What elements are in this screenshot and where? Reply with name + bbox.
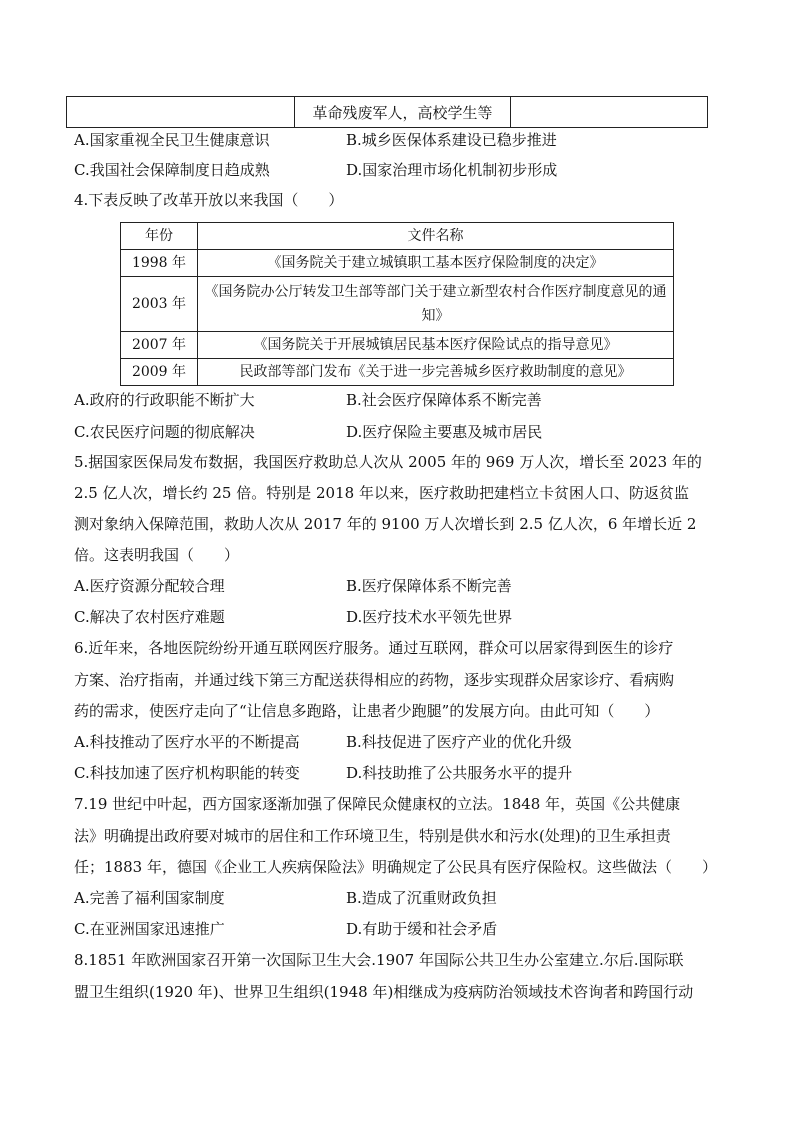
q6-stem-line-2: 方案、治疗指南，并通过线下第三方配送获得相应的药物，逐步实现群众居家诊疗、看病购 (74, 671, 675, 689)
q7-options-row-2 (74, 919, 734, 939)
q7-option-b[interactable]: B.造成了沉重财政负担 (346, 889, 497, 907)
q4-option-b[interactable]: B.社会医疗保障体系不断完善 (346, 391, 542, 409)
top-table-cell-left (67, 97, 295, 127)
q5-stem-line-2: 2.5 亿人次，增长约 25 倍。特别是 2018 年以来，医疗救助把建档立卡贫困人口、防返贫监 (74, 484, 689, 502)
q7-option-c[interactable]: C.在亚洲国家迅速推广 (74, 920, 225, 938)
q5-option-c[interactable]: C.解决了农村医疗难题 (74, 608, 225, 626)
table-row (121, 277, 674, 332)
table-header-row (121, 223, 674, 250)
q5-stem-line-4: 倍。这表明我国（ ） (74, 546, 240, 564)
q8-stem-line-2: 盟卫生组织(1920 年)、世界卫生组织(1948 年)相继成为疫病防治领域技术咨询者和跨国行动 (74, 983, 694, 1001)
q6-options-row-2 (74, 763, 734, 783)
header-document-name: 文件名称 (198, 223, 674, 250)
table-row (121, 332, 674, 359)
q5-stem-line-1: 5.据国家医保局发布数据，我国医疗救助总人次从 2005 年的 969 万人次，增长至 2023 年的 (74, 453, 702, 471)
q6-option-c[interactable]: C.科技加速了医疗机构职能的转变 (74, 764, 300, 782)
q5-option-b[interactable]: B.医疗保障体系不断完善 (346, 577, 512, 595)
q3-option-a[interactable]: A.国家重视全民卫生健康意识 (74, 131, 270, 149)
q7-option-a[interactable]: A.完善了福利国家制度 (74, 889, 225, 907)
table-row (121, 250, 674, 277)
q4-options-row-1 (74, 390, 734, 410)
q7-options-row-1 (74, 888, 734, 908)
q4-document-table (120, 222, 674, 386)
q6-stem-line-1: 6.近年来，各地医院纷纷开通互联网医疗服务。通过互联网，群众可以居家得到医生的诊疗 (74, 639, 674, 657)
q6-options-row-1 (74, 732, 734, 752)
q6-stem-line-3: 药的需求，使医疗走向了“让信息多跑路，让患者少跑腿”的发展方向。由此可知（ ） (74, 702, 660, 720)
q5-stem-line-3: 测对象纳入保障范围，救助人次从 2017 年的 9100 万人次增长到 2.5 亿人次，6 年增长近 2 (74, 515, 697, 533)
row-title: 民政部等部门发布《关于进一步完善城乡医疗救助制度的意见》 (198, 359, 674, 386)
q6-option-d[interactable]: D.科技助推了公共服务水平的提升 (346, 764, 573, 782)
row-year: 1998 年 (121, 250, 198, 277)
q7-stem-line-1: 7.19 世纪中叶起，西方国家逐渐加强了保障民众健康权的立法。1848 年，英国《公共健康 (74, 795, 681, 813)
q4-stem: 4.下表反映了改革开放以来我国（ ） (74, 191, 344, 209)
row-title: 《国务院关于建立城镇职工基本医疗保险制度的决定》 (198, 250, 674, 277)
q4-option-a[interactable]: A.政府的行政职能不断扩大 (74, 391, 255, 409)
header-year: 年份 (121, 223, 198, 250)
q3-options-row-1 (74, 130, 734, 150)
q3-options-row-2 (74, 160, 734, 180)
q6-option-b[interactable]: B.科技促进了医疗产业的优化升级 (346, 733, 572, 751)
q6-option-a[interactable]: A.科技推动了医疗水平的不断提高 (74, 733, 300, 751)
q4-options-row-2 (74, 422, 734, 442)
row-year: 2003 年 (121, 277, 198, 332)
q7-option-d[interactable]: D.有助于缓和社会矛盾 (346, 920, 498, 938)
q7-stem-line-3: 任；1883 年，德国《企业工人疾病保险法》明确规定了公民具有医疗保险权。这些做法（ ） (74, 858, 717, 876)
q5-option-a[interactable]: A.医疗资源分配较合理 (74, 577, 225, 595)
row-title-line-2: 知》 (421, 308, 450, 324)
q3-option-c[interactable]: C.我国社会保障制度日趋成熟 (74, 161, 270, 179)
row-title: 《国务院关于开展城镇居民基本医疗保险试点的指导意见》 (198, 332, 674, 359)
q7-stem-line-2: 法》明确提出政府要对城市的居住和工作环境卫生，特别是供水和污水(处理)的卫生承担责 (74, 827, 671, 845)
top-table-cell-mid: 革命残废军人，高校学生等 (295, 97, 511, 127)
top-table-cell-right (511, 97, 707, 127)
q4-option-d[interactable]: D.医疗保险主要惠及城市居民 (346, 423, 543, 441)
table-row (121, 359, 674, 386)
q3-option-d[interactable]: D.国家治理市场化机制初步形成 (346, 161, 558, 179)
q3-option-b[interactable]: B.城乡医保体系建设已稳步推进 (346, 131, 557, 149)
row-title (198, 277, 674, 332)
q4-option-c[interactable]: C.农民医疗问题的彻底解决 (74, 423, 255, 441)
top-table-remnant (66, 96, 708, 128)
q5-options-row-2 (74, 607, 734, 627)
row-year: 2009 年 (121, 359, 198, 386)
row-year: 2007 年 (121, 332, 198, 359)
row-title-line-1: 《国务院办公厅转发卫生部等部门关于建立新型农村合作医疗制度意见的通 (204, 284, 667, 300)
q5-options-row-1 (74, 576, 734, 596)
q8-stem-line-1: 8.1851 年欧洲国家召开第一次国际卫生大会.1907 年国际公共卫生办公室建立.尔后.国际联 (74, 951, 684, 969)
q5-option-d[interactable]: D.医疗技术水平领先世界 (346, 608, 513, 626)
